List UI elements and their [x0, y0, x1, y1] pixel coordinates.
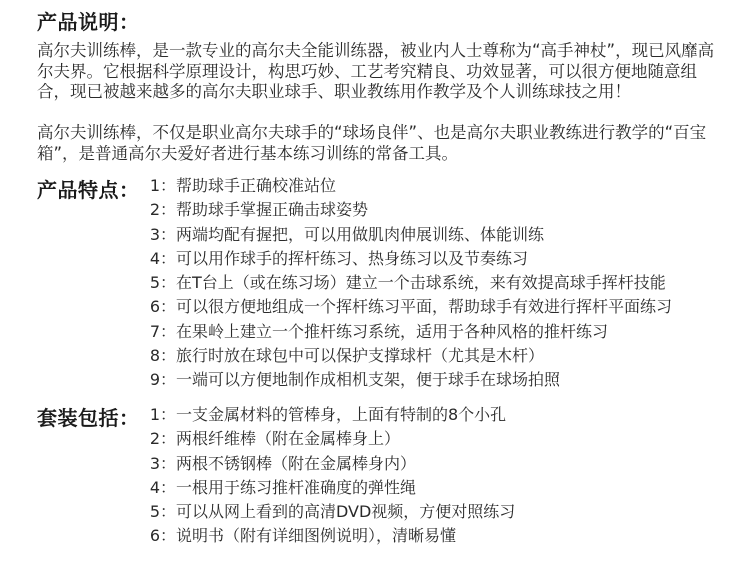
package-item — [144, 524, 515, 548]
description-paragraph-2: 高尔夫训练棒，不仅是职业高尔夫球手的“球场良伴”、也是高尔夫职业教练进行教学的“百宝箱”，是普通高尔夫爱好者进行基本练习训练的常备工具。 — [37, 123, 707, 163]
package-item-text: 可以从网上看到的高清DVD视频，方便对照练习 — [176, 502, 516, 522]
feature-item-text: 两端均配有握把，可以用做肌肉伸展训练、体能训练 — [176, 224, 545, 244]
package-item-separator: ： — [160, 405, 177, 424]
feature-item-text: 可以很方便地组成一个挥杆练习平面，帮助球手有效进行挥杆平面练习 — [176, 297, 673, 317]
package-item — [144, 476, 515, 500]
package-item-text: 一支金属材料的管棒身，上面有特制的8个小孔 — [176, 405, 507, 424]
package-item-number: 4 — [149, 477, 160, 497]
package-item-text: 两根纤维棒（附在金属棒身上） — [176, 429, 401, 449]
feature-item-text: 一端可以方便地制作成相机支架，便于球手在球场拍照 — [176, 370, 561, 390]
feature-item-separator: ： — [160, 370, 177, 390]
feature-item-number: 3 — [149, 224, 160, 244]
package-item-separator: ： — [160, 502, 177, 522]
package-item — [144, 403, 515, 427]
feature-item — [144, 344, 672, 368]
features-heading: 产品特点： — [37, 178, 140, 202]
feature-item-text: 在T台上（或在练习场）建立一个击球系统，来有效提高球手挥杆技能 — [176, 273, 666, 293]
feature-item-separator: ： — [160, 346, 177, 366]
package-item-text: 一根用于练习推杆准确度的弹性绳 — [176, 477, 417, 497]
feature-item — [144, 295, 672, 319]
feature-item-number: 6 — [149, 297, 160, 317]
package-item-separator: ： — [160, 477, 177, 497]
feature-item-separator: ： — [160, 321, 177, 341]
feature-item — [144, 174, 672, 198]
package-item-number: 1 — [149, 405, 160, 424]
feature-item-separator: ： — [160, 200, 177, 220]
feature-item-text: 帮助球手掌握正确击球姿势 — [176, 200, 369, 220]
feature-item-separator: ： — [160, 273, 177, 293]
package-heading: 套装包括： — [37, 406, 140, 430]
package-item — [144, 427, 515, 451]
features-list — [144, 174, 672, 393]
package-item-number: 2 — [149, 429, 160, 449]
feature-item-number: 1 — [149, 176, 160, 195]
description-paragraph-1: 高尔夫训练棒，是一款专业的高尔夫全能训练器，被业内人士尊称为“高手神杖”，现已风靡高尔夫界。它根据科学原理设计，构思巧妙、工艺考究精良、功效显著，可以很方便地随意组合，现已被越来越多的高尔夫职业球手、职业教练用作教学及个人训练球技之用！ — [37, 41, 715, 101]
package-item — [144, 500, 515, 524]
package-item — [144, 452, 515, 476]
feature-item-text: 可以用作球手的挥杆练习、热身练习以及节奏练习 — [176, 248, 529, 268]
feature-item-text: 帮助球手正确校准站位 — [176, 176, 337, 195]
feature-item — [144, 368, 672, 392]
feature-item-number: 2 — [149, 200, 160, 220]
feature-item-number: 8 — [149, 346, 160, 366]
feature-item — [144, 223, 672, 247]
feature-item — [144, 271, 672, 295]
feature-item-text: 旅行时放在球包中可以保护支撑球杆（尤其是木杆） — [176, 346, 545, 366]
package-list — [144, 403, 515, 549]
package-item-number: 6 — [149, 526, 160, 546]
package-item-separator: ： — [160, 526, 177, 546]
feature-item-separator: ： — [160, 297, 177, 317]
package-item-text: 说明书（附有详细图例说明），清晰易懂 — [176, 526, 457, 546]
feature-item-separator: ： — [160, 224, 177, 244]
feature-item — [144, 247, 672, 271]
package-item-text: 两根不锈钢棒（附在金属棒身内） — [176, 453, 417, 473]
feature-item-number: 4 — [149, 248, 160, 268]
feature-item-number: 5 — [149, 273, 160, 293]
package-item-number: 3 — [149, 453, 160, 473]
feature-item — [144, 198, 672, 222]
feature-item-separator: ： — [160, 176, 177, 195]
feature-item-text: 在果岭上建立一个推杆练习系统，适用于各种风格的推杆练习 — [176, 321, 609, 341]
feature-item — [144, 320, 672, 344]
description-heading: 产品说明： — [37, 10, 140, 34]
feature-item-separator: ： — [160, 248, 177, 268]
feature-item-number: 9 — [149, 370, 160, 390]
package-item-number: 5 — [149, 502, 160, 522]
feature-item-number: 7 — [149, 321, 160, 341]
package-item-separator: ： — [160, 453, 177, 473]
package-item-separator: ： — [160, 429, 177, 449]
